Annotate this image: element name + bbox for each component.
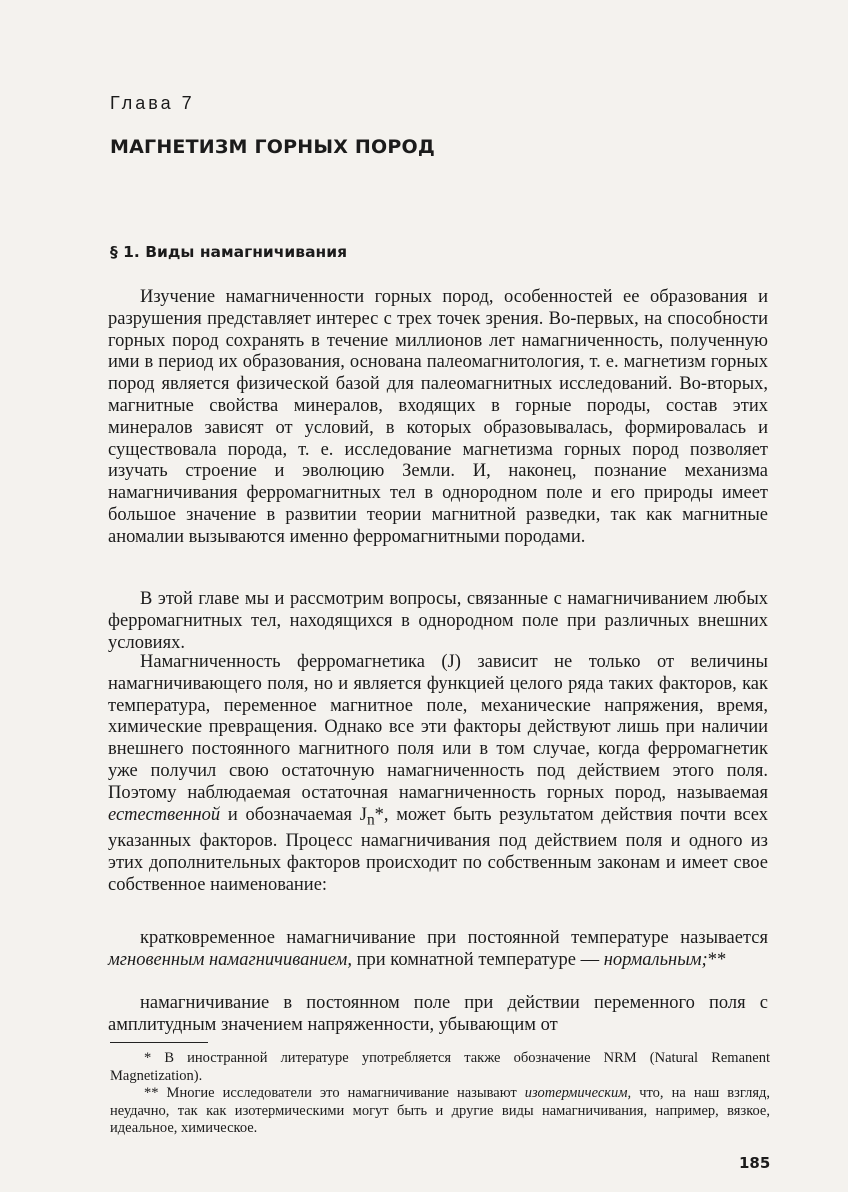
paragraph-4-part-3: ** [707,949,727,970]
paragraph-4-part-1: кратковременное намагничивание при постоянной температуре называется [140,928,768,948]
section-title: § 1. Виды намагничивания [110,243,348,261]
footnote-divider [110,1042,208,1043]
paragraph-3 [108,652,768,896]
paragraph-2 [108,589,768,654]
paragraph-1-text: Изучение намагниченности горных пород, особенностей ее образования и разрушения представляет интерес с трех точек зрения. Во-первых, на способности горных пород сохранять в течение миллионов лет намагниченность, полученную ими в период их образования, основана палеомагнитология, т. е. магнетизм горных пород является физической базой для палеомагнитных исследований. Во-вторых, магнитные свойства минералов, входящих в горные породы, состав этих минералов зависят от условий, в которых образовывалась, формировалась и существовала порода, т. е. исследование магнетизма горных пород позволяет изучать строение и эволюцию Земли. И, наконец, познание механизма намагничивания ферромагнитных тел в однородном поле и его природы имеет большое значение в развитии теории магнитной разведки, так как магнитные аномалии вызываются именно ферромагнитными породами. [108,287,768,547]
page-number: 185 [739,1154,771,1172]
paragraph-4-text [108,928,768,972]
term-isothermal: изотермическим, [524,1085,632,1102]
chapter-title: МАГНЕТИЗМ ГОРНЫХ ПОРОД [110,136,435,158]
paragraph-2-text: В этой главе мы и рассмотрим вопросы, связанные с намагничиванием любых ферромагнитных тел, находящихся в однородном поле при различных внешних условиях. [108,589,768,653]
paragraph-3-text [108,652,768,896]
term-natural: естественной [108,804,221,825]
subscript-n: n [366,811,375,829]
paragraph-3-part-3: *, может быть результатом действия почти всех указанных факторов. Процесс намагничивания под действием поля и одного из этих дополнительных факторов происходит по собственным законам и имеет свое собственное наименование: [108,804,769,895]
term-normal: нормальным; [603,949,708,970]
paragraph-1 [108,287,768,549]
paragraph-4-part-2: при комнатной температуре — [351,949,604,970]
paragraph-3-part-1: Намагниченность ферромагнетика (J) зависит не только от величины намагничивающего поля, но и является функцией целого ряда таких факторов, как температура, переменное магнитное поле, механические напряжения, время, химические превращения. Однако все эти факторы действуют лишь при наличии внешнего постоянного магнитного поля или в том случае, когда ферромагнетик уже получил свою остаточную намагниченность под действием этого поля. Поэтому наблюдаемая остаточная намагниченность горных пород, называемая [108,652,768,803]
paragraph-3-part-2: и обозначаемая J [220,804,367,825]
chapter-label: Глава 7 [110,93,195,113]
footnotes [110,1050,770,1138]
paragraph-4 [108,928,768,972]
term-instant-magnetization: мгновенным намагничиванием, [108,949,352,970]
footnote-1: * В иностранной литературе употребляется также обозначение NRM (Natural Remanent Magnetization). [110,1050,770,1084]
footnote-2 [110,1085,770,1138]
footnote-2-part-2: что, на наш взгляд, неудачно, так как изотермическими могут быть и другие виды намагничивания, например, вязкое, идеальное, химическое. [110,1085,770,1137]
paragraph-5 [108,993,768,1037]
paragraph-5-text: намагничивание в постоянном поле при действии переменного поля с амплитудным значением напряженности, убывающим от [108,993,768,1035]
footnote-2-part-1: ** Многие исследователи это намагничивание называют [144,1085,525,1102]
